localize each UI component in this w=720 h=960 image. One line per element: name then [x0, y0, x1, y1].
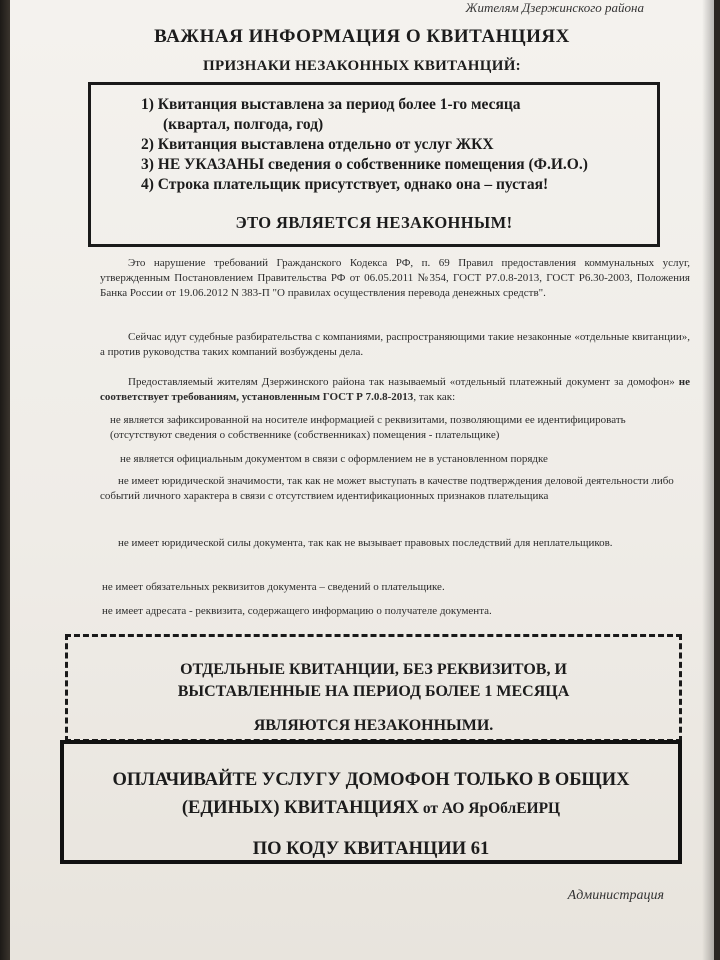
signs-list	[91, 85, 657, 195]
payment-line-org: от АО ЯрОблЕИРЦ	[419, 800, 561, 817]
reason-item: не имеет обязательных реквизитов документа – сведений о плательщике.	[102, 581, 445, 593]
sign-item: 2) Квитанция выставлена отдельно от услуг ЖКХ	[141, 136, 494, 153]
payment-code: ПО КОДУ КВИТАНЦИИ 61	[252, 839, 490, 859]
illegal-notice: ЭТО ЯВЛЯЕТСЯ НЕЗАКОННЫМ!	[235, 213, 513, 232]
sign-item: 4) Строка плательщик присутствует, однако она – пустая!	[141, 176, 549, 193]
reason-item: не имеет адресата - реквизита, содержащего информацию о получателе документа.	[102, 605, 492, 617]
reason-item: не является зафиксированной на носителе информацией с реквизитами, позволяющими ее идентифицировать (отсутствуют сведения о собственнике (собственниках) помещения - плательщике)	[110, 414, 626, 441]
sign-item: 1) Квитанция выставлена за период более 1-го месяца	[141, 96, 521, 113]
paragraph-intercom-bold: не соответствует требованиям, установленным ГОСТ Р 7.0.8-2013	[100, 376, 690, 403]
photo-edge-shadow	[0, 0, 10, 960]
payment-instruction-box	[60, 740, 682, 864]
reason-item: не имеет юридической силы документа, так как не вызывает правовых последствий для неплательщиков.	[118, 537, 613, 549]
paragraph-intercom	[100, 375, 690, 405]
warning-line: ВЫСТАВЛЕННЫЕ НА ПЕРИОД БОЛЕЕ 1 МЕСЯЦА	[177, 683, 570, 700]
reason-item: не имеет юридической значимости, так как не может выступать в качестве подтверждения деловой деятельности либо событий личного характера в связи с отсутствием идентификационных признаков плательщика	[100, 475, 674, 502]
reason-item: не является официальным документом в связи с оформлением не в установленном порядке	[120, 453, 548, 465]
payment-line-caps: (ЕДИНЫХ) КВИТАНЦИЯХ	[181, 798, 419, 818]
notice-sheet	[10, 0, 714, 960]
payment-line: ОПЛАЧИВАЙТЕ УСЛУГУ ДОМОФОН ТОЛЬКО В ОБЩИХ	[112, 770, 630, 790]
paragraph-intercom-end: , так как:	[413, 391, 456, 403]
page-subtitle: ПРИЗНАКИ НЕЗАКОННЫХ КВИТАНЦИЙ:	[203, 58, 521, 74]
page-title: ВАЖНАЯ ИНФОРМАЦИЯ О КВИТАНЦИЯХ	[154, 26, 570, 47]
paragraph-law: Это нарушение требований Гражданского Кодекса РФ, п. 69 Правил предоставления коммунальных услуг, утвержденным Постановлением Правительства РФ от 06.05.2011 №354, ГОСТ Р7.0.8-2013, ГОСТ Р6.30-2003, Положения Банка России от 19.06.2012 N 383-П "О правилах осуществления перевода денежных средств".	[100, 257, 690, 299]
sign-item: 3) НЕ УКАЗАНЫ сведения о собственнике помещения (Ф.И.О.)	[141, 156, 588, 173]
warning-line: ЯВЛЯЮТСЯ НЕЗАКОННЫМИ.	[253, 717, 494, 734]
signature: Администрация	[567, 888, 664, 903]
page-shadow	[702, 0, 714, 960]
paragraph-court: Сейчас идут судебные разбирательства с компаниями, распространяющими такие незаконные «отдельные квитанции», а против руководства таких компаний возбуждены дела.	[100, 331, 690, 358]
sign-item-continuation: (квартал, полгода, год)	[163, 116, 324, 133]
signs-box	[88, 82, 660, 247]
warning-box	[65, 634, 682, 742]
paragraph-intercom-start: Предоставляемый жителям Дзержинского района так называемый «отдельный платежный документ за домофон»	[128, 376, 679, 388]
warning-line: ОТДЕЛЬНЫЕ КВИТАНЦИИ, БЕЗ РЕКВИЗИТОВ, И	[180, 661, 567, 678]
header-note: Жителям Дзержинского района	[465, 0, 644, 15]
